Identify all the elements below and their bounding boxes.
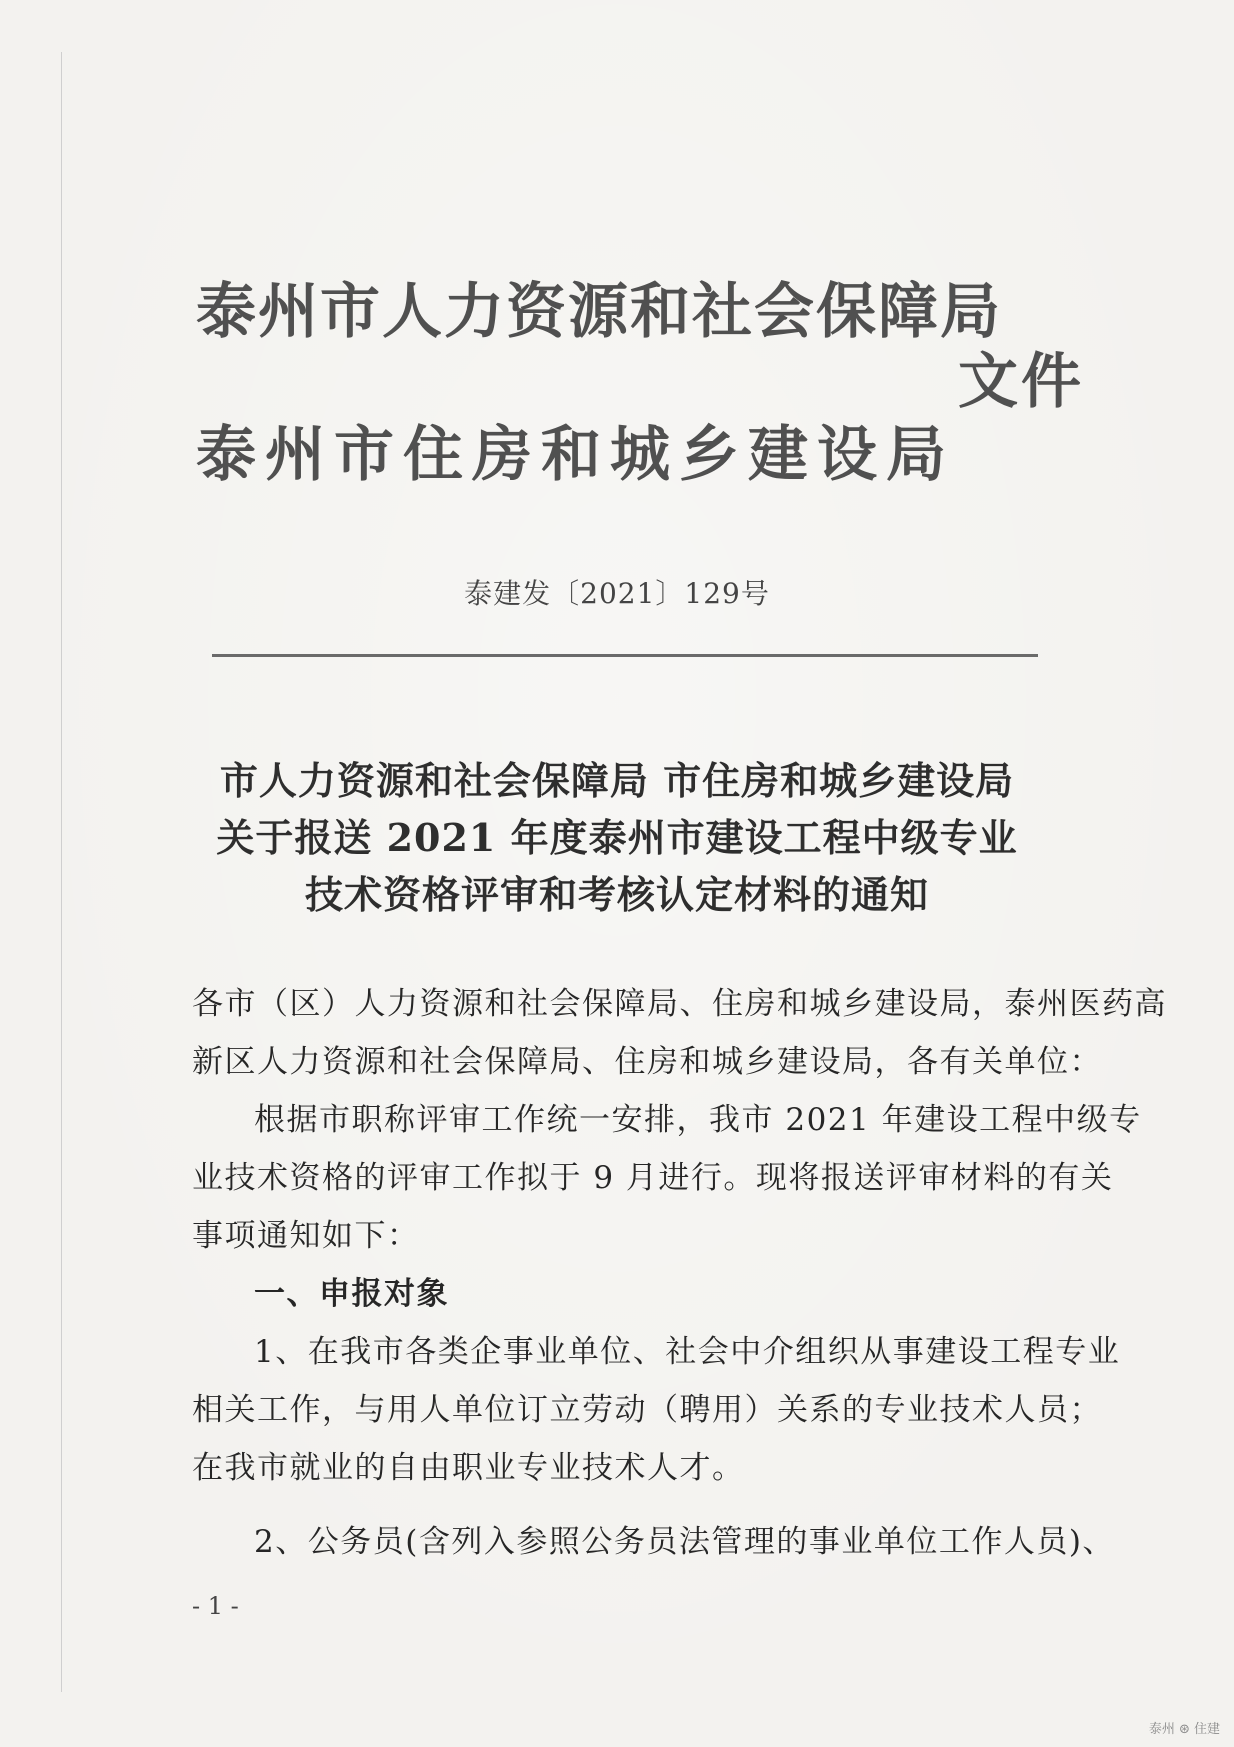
document-type-label: 文件 (958, 347, 1084, 417)
item-1-line-1: 1、在我市各类企事业单位、社会中介组织从事建设工程专业 (254, 1334, 1121, 1370)
title-line-3: 技术资格评审和考核认定材料的通知 (304, 872, 929, 917)
item-2-line-1: 2、公务员(含列入参照公务员法管理的事业单位工作人员)、 (254, 1524, 1115, 1560)
addressee-line-2: 新区人力资源和社会保障局、住房和城乡建设局，各有关单位： (192, 1044, 1102, 1080)
title-line-2: 关于报送 2021 年度泰州市建设工程中级专业 (216, 815, 1018, 860)
page-number: - 1 - (192, 1592, 239, 1620)
intro-line-3: 事项通知如下： (192, 1218, 420, 1254)
document-body (192, 975, 1167, 1571)
addressee-line-1: 各市（区）人力资源和社会保障局、住房和城乡建设局，泰州医药高 (192, 986, 1167, 1022)
intro-line-1: 根据市职称评审工作统一安排，我市 2021 年建设工程中级专 (254, 1102, 1142, 1138)
section-heading-1: 一、申报对象 (254, 1276, 449, 1312)
intro-line-2: 业技术资格的评审工作拟于 9 月进行。现将报送评审材料的有关 (192, 1160, 1114, 1196)
header-divider (212, 654, 1038, 657)
title-line-1: 市人力资源和社会保障局 市住房和城乡建设局 (219, 758, 1015, 803)
issuing-org-1: 泰州市人力资源和社会保障局 (196, 277, 1002, 347)
corner-watermark: 泰州 ⊛ 住建 (1148, 1722, 1220, 1737)
document-number: 泰建发〔2021〕129号 (464, 577, 770, 610)
issuing-org-2: 泰州市住房和城乡建设局 (196, 420, 955, 490)
document-title (0, 752, 1234, 923)
item-1-line-2: 相关工作，与用人单位订立劳动（聘用）关系的专业技术人员； (192, 1392, 1102, 1428)
item-1-line-3: 在我市就业的自由职业专业技术人才。 (192, 1450, 745, 1486)
